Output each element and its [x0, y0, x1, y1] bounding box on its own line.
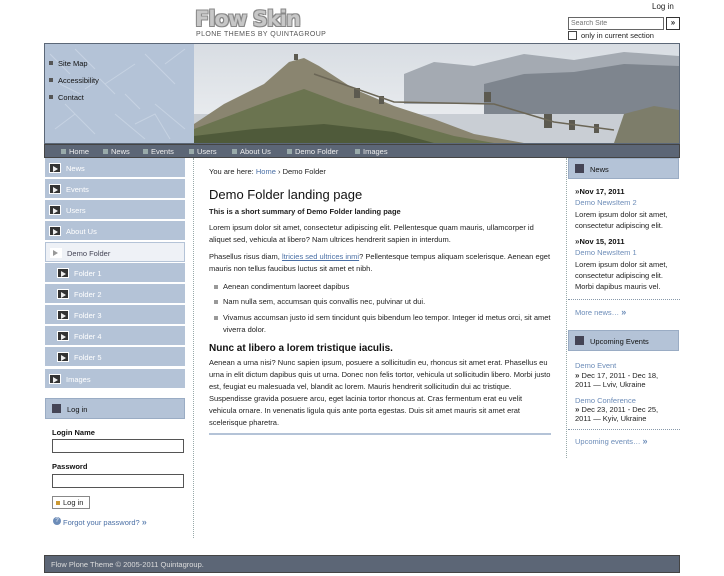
left-nav-folder-4[interactable]	[45, 326, 185, 346]
left-nav-folder-5[interactable]	[45, 347, 185, 367]
more-news-link[interactable]	[575, 307, 626, 317]
forgot-password-link[interactable]	[63, 517, 147, 527]
left-nav-label: Images	[66, 375, 91, 384]
main-nav-bar	[44, 144, 680, 158]
bullet-icon	[214, 300, 218, 304]
left-nav-folder-1[interactable]	[45, 263, 185, 283]
breadcrumb-separator: ›	[277, 167, 281, 176]
breadcrumb-prefix: You are here:	[209, 167, 254, 176]
breadcrumb	[209, 167, 326, 176]
content-paragraph-3: Aenean a urna nisi? Nunc sapien ipsum, posuere a sollicitudin eu, rhoncus sit amet erat. Phasellus eu urna in elit dictum dapibus quis ut urna. Donec non felis tortor, vehicula ut sollicitudin libero. Morbi justo est, feugiat eu malesuada vel, blandit ac lorem. Mauris hendrerit sollicitudin dui ac tristique. Suspendisse gravida posuere arcu, eget lacinia tortor rhoncus at. Cras fermentum erat eu velit vehicula ornare. In venenatis ligula quis ante porta egestas. Duis sit amet mauris sit amet erat scelerisque pharetra.	[209, 358, 551, 427]
upcoming-events-link[interactable]	[575, 436, 648, 446]
page-summary: This is a short summary of Demo Folder landing page	[209, 207, 401, 216]
password-input[interactable]	[52, 474, 184, 488]
left-nav-label: News	[66, 164, 85, 173]
news-date-text: Nov 17, 2011	[579, 187, 625, 196]
left-nav-about-us[interactable]	[45, 221, 185, 241]
arrow-right-icon	[49, 205, 61, 215]
password-label: Password	[52, 462, 88, 471]
arrow-right-icon	[50, 248, 62, 258]
login-name-input[interactable]	[52, 439, 184, 453]
event-when-text: Dec 23, 2011 - Dec 25, 2011 — Kyiv, Ukraine	[575, 405, 659, 423]
contact-link[interactable]: Contact	[58, 93, 84, 102]
banner-links-panel	[45, 44, 194, 143]
site-map-link[interactable]: Site Map	[58, 59, 88, 68]
footer	[44, 555, 680, 573]
left-nav-label: Folder 1	[74, 269, 102, 278]
double-chevron-right-icon: »	[642, 436, 648, 446]
banner-photo	[194, 44, 679, 143]
inline-link[interactable]: ltricies sed ultrices inmi	[281, 252, 360, 261]
login-portlet-title: Log in	[67, 405, 88, 414]
left-nav-events[interactable]	[45, 179, 185, 199]
breadcrumb-current: Demo Folder	[282, 167, 326, 176]
news-item-link[interactable]: Demo NewsItem 1	[575, 248, 637, 257]
portlet-square-icon	[575, 164, 584, 173]
footer-text: Flow Plone Theme © 2005-2011 Quintagroup.	[51, 560, 204, 569]
arrow-right-icon	[49, 163, 61, 173]
arrow-right-icon	[57, 352, 69, 362]
search-scope-label: only in current section	[581, 31, 654, 40]
arrow-right-icon	[49, 184, 61, 194]
nav-tab-demo-folder[interactable]: Demo Folder	[295, 147, 339, 156]
list-item-text: Vivamus accumsan justo id sem tincidunt quis bibendum leo tempor. Integer id metus orci, sit amet viverra dolor.	[223, 313, 551, 334]
left-nav-label: Events	[66, 185, 89, 194]
arrow-right-icon	[57, 268, 69, 278]
news-portlet-title: News	[590, 165, 609, 174]
left-nav-demo-folder[interactable]	[45, 242, 185, 262]
content-divider	[209, 433, 551, 435]
left-nav-label: Users	[66, 206, 86, 215]
portlet-divider	[568, 429, 680, 430]
double-chevron-right-icon: »	[575, 187, 580, 196]
arrow-right-icon	[57, 310, 69, 320]
news-date-text: Nov 15, 2011	[579, 237, 625, 246]
news-item-link[interactable]: Demo NewsItem 2	[575, 198, 637, 207]
double-chevron-right-icon: »	[575, 237, 580, 246]
news-portlet-header	[568, 158, 679, 179]
left-nav-folder-2[interactable]	[45, 284, 185, 304]
login-button[interactable]: Log in	[52, 496, 90, 509]
help-icon: ?	[53, 517, 61, 525]
left-nav-users[interactable]	[45, 200, 185, 220]
portlet-square-icon	[575, 336, 584, 345]
paragraph-text: ? Pellentesque tempus aliquam scelerisque. Aenean eget mauris non tellus faucibus luctus sit amet et nibh.	[209, 252, 551, 273]
site-tagline: PLONE THEMES BY QUINTAGROUP	[196, 31, 327, 38]
left-nav-label: About Us	[66, 227, 97, 236]
left-nav-label: Folder 5	[74, 353, 102, 362]
login-name-label: Login Name	[52, 428, 95, 437]
upcoming-events-label: Upcoming events…	[575, 437, 641, 446]
nav-tab-about-us[interactable]: About Us	[240, 147, 271, 156]
portlet-square-icon	[52, 404, 61, 413]
nav-tab-home[interactable]: Home	[69, 147, 90, 156]
news-item-text: Lorem ipsum dolor sit amet, consectetur adipiscing elit.	[575, 210, 668, 230]
site-logo[interactable]: Flow Skin	[195, 7, 300, 31]
accessibility-link[interactable]: Accessibility	[58, 76, 99, 85]
search-button[interactable]: »	[666, 17, 680, 30]
left-nav-label: Folder 3	[74, 311, 102, 320]
event-item-link[interactable]: Demo Conference	[575, 396, 636, 405]
list-item-text: Nam nulla sem, accumsan quis convallis nec, pulvinar ut dui.	[223, 297, 426, 306]
more-news-label: More news…	[575, 308, 620, 317]
double-chevron-right-icon: »	[575, 371, 580, 380]
left-nav-label: Folder 4	[74, 332, 102, 341]
news-item-text: Lorem ipsum dolor sit amet, consectetur adipiscing elit. Morbi dapibus mauris vel.	[575, 260, 668, 291]
double-chevron-right-icon: »	[575, 405, 580, 414]
bullet-icon	[214, 285, 218, 289]
double-chevron-right-icon: »	[621, 307, 627, 317]
content-paragraph-1: Lorem ipsum dolor sit amet, consectetur adipiscing elit. Pellentesque quam mauris, ullamcorper id aliquet sed, vehicula at libero? Nam ultrices hendrerit sapien in interdum.	[209, 223, 534, 244]
nav-tab-events[interactable]: Events	[151, 147, 174, 156]
left-nav-label: Demo Folder	[67, 249, 111, 258]
arrow-right-icon	[57, 331, 69, 341]
forgot-password-label: Forgot your password?	[63, 518, 140, 527]
portlet-divider	[568, 299, 680, 300]
event-item-when	[575, 371, 675, 389]
search-input[interactable]	[568, 17, 664, 30]
nav-tab-users[interactable]: Users	[197, 147, 217, 156]
login-portlet-header	[45, 398, 185, 419]
list-item-text: Aenean condimentum laoreet dapibus	[223, 282, 350, 291]
events-portlet-title: Upcoming Events	[590, 337, 649, 346]
nav-tab-images[interactable]: Images	[363, 147, 388, 156]
event-item-link[interactable]: Demo Event	[575, 361, 617, 370]
column-divider	[566, 158, 567, 458]
content-subheading: Nunc at libero a lorem tristique iaculis.	[209, 343, 393, 354]
news-date	[575, 187, 625, 196]
events-portlet-header	[568, 330, 679, 351]
left-nav-folder-3[interactable]	[45, 305, 185, 325]
left-nav-label: Folder 2	[74, 290, 102, 299]
breadcrumb-home-link[interactable]: Home	[255, 167, 276, 176]
left-nav-images[interactable]	[45, 369, 185, 389]
event-item-when	[575, 405, 675, 423]
news-date	[575, 237, 625, 246]
nav-tab-news[interactable]: News	[111, 147, 130, 156]
arrow-right-icon	[49, 226, 61, 236]
arrow-right-icon	[57, 289, 69, 299]
header-login-link[interactable]: Log in	[652, 2, 674, 11]
event-when-text: Dec 17, 2011 - Dec 18, 2011 — Lviv, Ukraine	[575, 371, 659, 389]
bullet-icon	[214, 316, 218, 320]
column-divider	[193, 158, 194, 538]
arrow-right-icon	[49, 374, 61, 384]
paragraph-text: Phasellus risus diam,	[209, 252, 280, 261]
search-scope-checkbox[interactable]	[568, 31, 577, 40]
content-paragraph-2	[209, 251, 551, 275]
double-chevron-right-icon: »	[141, 517, 147, 527]
left-nav-news[interactable]	[45, 158, 185, 178]
page-title: Demo Folder landing page	[209, 187, 363, 202]
